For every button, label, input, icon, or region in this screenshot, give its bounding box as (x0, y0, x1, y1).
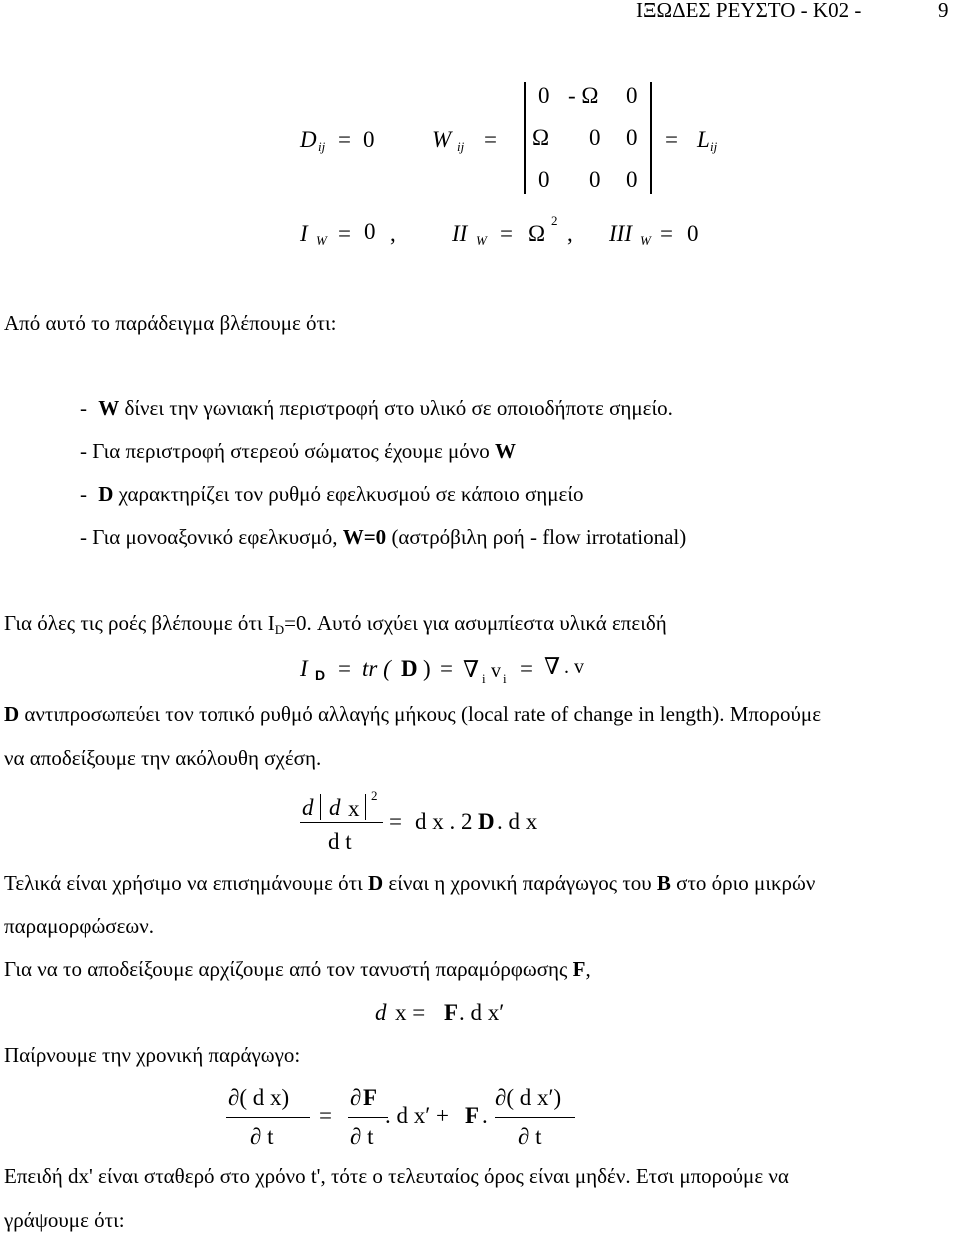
index-i: i (482, 671, 486, 686)
numerator-dx-d: d (329, 795, 341, 820)
rhs-part: d x . 2 (415, 809, 473, 834)
numerator-x: x (348, 796, 360, 821)
equals-sign: = (500, 221, 513, 246)
bullet-text: δίνει την γωνιακή περιστροφή στο υλικό σε οποιοδήποτε σημείο. (124, 396, 673, 420)
bullet-text: - Για μονοαξονικό εφελκυσμό, (80, 525, 338, 549)
paragraph-text: Για να το αποδείξουμε αρχίζουμε από τον τανυστή παραμόρφωσης (4, 957, 568, 981)
bold-D: D (368, 871, 384, 895)
abs-bar-right (365, 794, 366, 820)
bullet-text: - Για περιστροφή στερεού σώματος έχουμε μόνο (80, 439, 490, 463)
invariant-III-subscript: W (640, 233, 651, 248)
bold-W: W (495, 439, 517, 463)
symbol-I-subscript: D (315, 667, 326, 683)
bullet-item (80, 484, 583, 505)
paragraph-incompressible (4, 611, 667, 637)
invariant-II-exponent: 2 (551, 213, 558, 228)
nabla-symbol: ∇ (544, 654, 561, 679)
lhs-x: x = (395, 1000, 426, 1025)
paragraph-text: αντιπροσωπεύει τον τοπικό ρυθμό αλλαγής μήκους (local rate of change in length). Μπορούμε (24, 702, 822, 726)
invariant-II-subscript: W (476, 233, 487, 248)
paragraph-text: γράψουμε ότι: (4, 1208, 125, 1232)
equals-sign: = (660, 221, 673, 246)
bold-B: B (656, 871, 671, 895)
paragraph-text: παραμορφώσεων. (4, 914, 154, 938)
bullet-item (80, 398, 673, 419)
paragraph-text: Τελικά είναι χρήσιμο να επισημάνουμε ότι (4, 871, 363, 895)
paragraph-derivative (4, 873, 815, 894)
paragraph-text: στο όριο μικρών (676, 871, 816, 895)
matrix-cell: 0 (626, 167, 638, 192)
bold-F: F (572, 957, 586, 981)
fraction-bar (300, 822, 383, 823)
equals-sign: = (484, 127, 497, 152)
subscript-D: D (274, 622, 285, 637)
invariant-III-value: 0 (687, 221, 699, 246)
running-header-title: ΙΞΩΔΕΣ ΡΕΥΣΤΟ - Κ02 - (636, 0, 862, 22)
bold-D: D (478, 809, 495, 834)
bullet-item (80, 527, 686, 548)
equals-sign: = (338, 656, 351, 681)
matrix-cell: 0 (538, 167, 550, 192)
bullet-text: (αστρόβιλη ροή - flow irrotational) (391, 525, 687, 549)
equals-sign: = (389, 809, 402, 834)
rhs-part: . d x (497, 809, 538, 834)
matrix-right-bar (650, 82, 652, 194)
zero-value: 0 (363, 127, 375, 152)
symbol-L: L (697, 127, 710, 152)
comma: , (567, 221, 573, 246)
trace-operator: tr ( (362, 656, 391, 681)
comma: , (390, 221, 396, 246)
fraction-bar (495, 1117, 575, 1118)
paragraph-rate-of-change (4, 704, 821, 725)
nabla-symbol: ∇ (463, 657, 480, 682)
symbol-I: I (300, 656, 308, 681)
velocity-v: v (491, 660, 501, 682)
close-paren: ) (423, 656, 431, 681)
bold-D: D (401, 656, 418, 681)
invariant-I: I (300, 221, 308, 246)
invariant-II: II (452, 221, 468, 246)
equals-sign: = (338, 127, 351, 152)
symbol-L-subscript: ij (710, 139, 718, 154)
matrix-cell: 0 (626, 125, 638, 150)
exponent-2: 2 (371, 788, 378, 803)
page-number: 9 (938, 0, 949, 22)
symbol-W-subscript: ij (457, 139, 465, 154)
symbol-D-subscript: ij (318, 139, 326, 154)
rhs: . d x′ (459, 1000, 505, 1025)
equals-sign: = (319, 1103, 332, 1128)
equals-sign: = (338, 221, 351, 246)
divergence-v: . v (564, 656, 584, 678)
bold-F: F (444, 1000, 459, 1025)
equals-sign: = (440, 656, 453, 681)
fraction-3-numerator: ∂( d x′) (495, 1085, 562, 1110)
paragraph-text: Επειδή dx' είναι σταθερό στο χρόνο t', τότε ο τελευταίος όρος είναι μηδέν. Ετσι μπορούμε να (4, 1164, 789, 1188)
paragraph-text: να αποδείξουμε την ακόλουθη σχέση. (4, 746, 322, 770)
bold-W: W (98, 396, 120, 420)
fraction-bar (226, 1117, 310, 1118)
fraction-1-numerator: ∂( d x) (228, 1085, 290, 1110)
lhs-d: d (375, 1000, 387, 1025)
bullet-dash: - (80, 482, 87, 506)
matrix-left-bar (524, 82, 526, 194)
numerator-d: d (302, 795, 314, 820)
symbol-W: W (432, 127, 452, 152)
fraction-1-denominator: ∂ t (250, 1124, 274, 1149)
intro-paragraph: Από αυτό το παράδειγμα βλέπουμε ότι: (4, 311, 337, 335)
matrix-cell: 0 (589, 125, 601, 150)
bold-W-zero: W=0 (342, 525, 387, 549)
paragraph-text: είναι η χρονική παράγωγος του (388, 871, 652, 895)
bullet-item (80, 441, 516, 462)
denominator: d t (328, 829, 352, 854)
matrix-cell: 0 (538, 83, 550, 108)
partial-symbol: ∂ (350, 1085, 362, 1110)
fraction-bar (348, 1117, 388, 1118)
paragraph-text: Για όλες τις ροές βλέπουμε ότι I (4, 611, 275, 635)
fraction-3-denominator: ∂ t (518, 1124, 542, 1149)
abs-bar-left (320, 794, 321, 820)
middle-term: . d x′ + (385, 1103, 450, 1128)
bullet-text: χαρακτηρίζει τον ρυθμό εφελκυσμού σε κάποιο σημείο (118, 482, 584, 506)
paragraph-text: =0. Αυτό ισχύει για ασυμπίεστα υλικά επειδή (284, 611, 667, 635)
bullet-dash: - (80, 396, 87, 420)
paragraph-deformation (4, 959, 591, 980)
symbol-D: D (300, 127, 317, 152)
comma: , (585, 957, 591, 981)
matrix-cell: 0 (589, 167, 601, 192)
equals-sign: = (665, 127, 678, 152)
index-i: i (503, 671, 507, 686)
matrix-cell: 0 (626, 83, 638, 108)
matrix-cell: - Ω (568, 83, 599, 108)
invariant-III: III (609, 221, 632, 246)
bold-F: F (363, 1085, 378, 1110)
invariant-I-value: 0 (364, 219, 376, 244)
paragraph-text: Παίρνουμε την χρονική παράγωγο: (4, 1043, 301, 1067)
dot: . (482, 1103, 488, 1128)
bold-D: D (4, 702, 20, 726)
bold-F: F (465, 1103, 480, 1128)
equals-sign: = (520, 656, 533, 681)
matrix-cell: Ω (532, 125, 550, 150)
fraction-2-denominator: ∂ t (350, 1124, 374, 1149)
invariant-II-value: Ω (528, 221, 546, 246)
bold-D: D (98, 482, 114, 506)
invariant-I-subscript: W (316, 233, 327, 248)
